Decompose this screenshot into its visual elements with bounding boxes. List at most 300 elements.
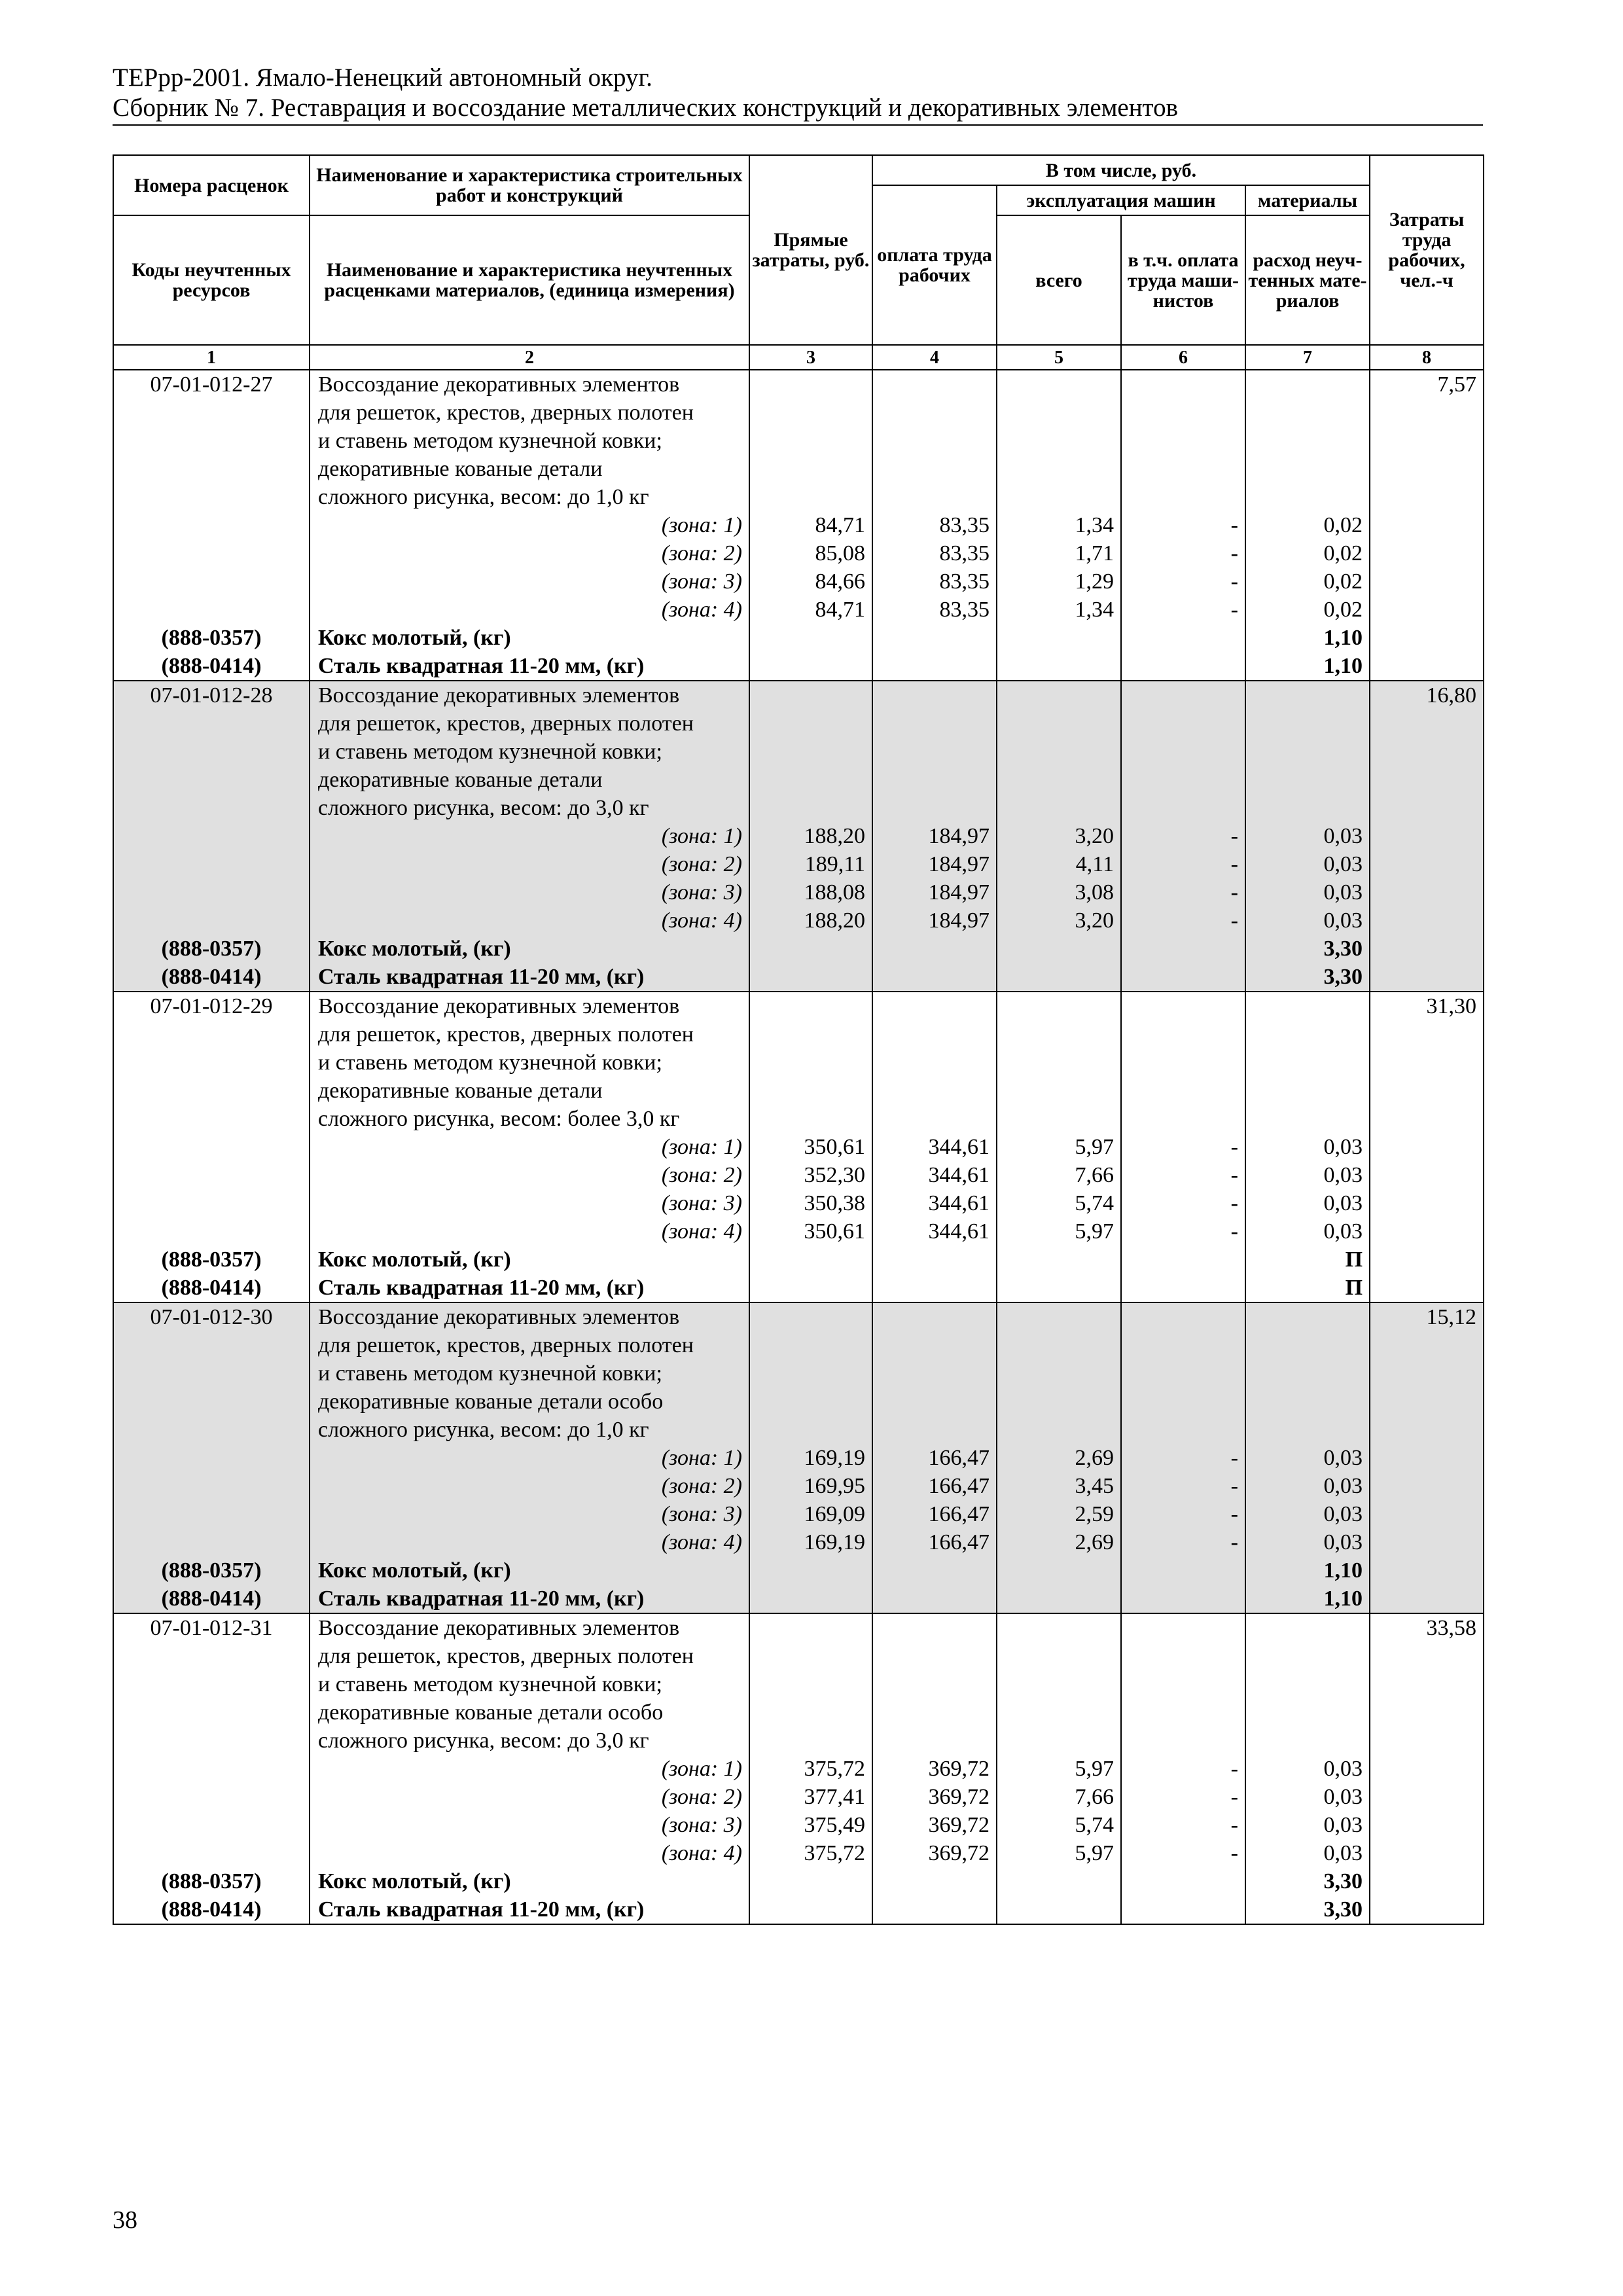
rates-table (113, 154, 1484, 1925)
zone-label: (зона: 4) (310, 1217, 749, 1246)
empty-cell (872, 1556, 997, 1585)
empty-cell (997, 1585, 1121, 1613)
empty-cell (749, 992, 872, 1020)
materials-value: 0,03 (1245, 1189, 1370, 1217)
empty-cell (997, 1302, 1121, 1331)
resource-row (113, 963, 1484, 992)
empty-cell (997, 1416, 1121, 1444)
work-description-line: декоративные кованые детали (310, 455, 749, 483)
empty-cell (749, 1642, 872, 1670)
header-rate-numbers: Номера расценок (113, 155, 310, 215)
empty-cell (1121, 455, 1245, 483)
resource-row (113, 1895, 1484, 1924)
empty-cell (749, 1359, 872, 1388)
labor-pay-value: 166,47 (872, 1444, 997, 1472)
empty-cell (997, 1670, 1121, 1698)
description-row (113, 1727, 1484, 1755)
empty-cell (1121, 766, 1245, 794)
empty-cell (113, 1217, 310, 1246)
resource-code: (888-0357) (113, 624, 310, 652)
empty-cell (113, 596, 310, 624)
empty-cell (113, 1755, 310, 1783)
empty-cell (1121, 1274, 1245, 1302)
labor-costs (1370, 455, 1484, 483)
page-number: 38 (113, 2206, 137, 2234)
empty-cell (1121, 1727, 1245, 1755)
empty-cell (113, 1528, 310, 1556)
empty-cell (1121, 1416, 1245, 1444)
empty-cell (872, 1020, 997, 1049)
description-row (113, 1020, 1484, 1049)
header-unaccounted-materials: расход неуч-тенных мате-риалов (1245, 215, 1370, 345)
zone-label: (зона: 2) (310, 1783, 749, 1811)
work-description-line: сложного рисунка, весом: до 1,0 кг (310, 1416, 749, 1444)
empty-cell (872, 1416, 997, 1444)
empty-cell (1245, 1105, 1370, 1133)
rate-code (113, 399, 310, 427)
empty-cell (1370, 1217, 1484, 1246)
machinists-pay-value: - (1121, 878, 1245, 906)
machines-total-value: 7,66 (997, 1161, 1121, 1189)
description-row (113, 1416, 1484, 1444)
rate-code (113, 738, 310, 766)
description-row (113, 1670, 1484, 1698)
empty-cell (113, 1811, 310, 1839)
empty-cell (749, 1613, 872, 1642)
column-number: 7 (1245, 345, 1370, 370)
zone-label: (зона: 2) (310, 1472, 749, 1500)
materials-value: 0,02 (1245, 511, 1370, 539)
empty-cell (1370, 906, 1484, 935)
column-number: 2 (310, 345, 749, 370)
machines-total-value: 1,29 (997, 567, 1121, 596)
empty-cell (1370, 1585, 1484, 1613)
labor-costs (1370, 1670, 1484, 1698)
rate-code (113, 1077, 310, 1105)
empty-cell (749, 427, 872, 455)
zone-row (113, 1161, 1484, 1189)
labor-pay-value: 166,47 (872, 1472, 997, 1500)
rate-code (113, 1670, 310, 1698)
labor-pay-value: 184,97 (872, 878, 997, 906)
work-description-line: для решеток, крестов, дверных полотен (310, 1642, 749, 1670)
header-resource-codes: Коды неучтенных ресурсов (113, 215, 310, 345)
rate-code (113, 1105, 310, 1133)
materials-value: 0,03 (1245, 1755, 1370, 1783)
empty-cell (1370, 878, 1484, 906)
empty-cell (997, 935, 1121, 963)
work-description-line: сложного рисунка, весом: более 3,0 кг (310, 1105, 749, 1133)
empty-cell (749, 963, 872, 992)
zone-row (113, 1500, 1484, 1528)
labor-costs (1370, 427, 1484, 455)
resource-code: (888-0414) (113, 963, 310, 992)
empty-cell (1121, 1105, 1245, 1133)
labor-pay-value: 369,72 (872, 1755, 997, 1783)
rate-code: 07-01-012-27 (113, 370, 310, 399)
zone-row (113, 1839, 1484, 1867)
column-number: 1 (113, 345, 310, 370)
labor-pay-value: 369,72 (872, 1839, 997, 1867)
labor-costs (1370, 1359, 1484, 1388)
labor-pay-value: 166,47 (872, 1528, 997, 1556)
labor-costs (1370, 1077, 1484, 1105)
empty-cell (872, 1105, 997, 1133)
description-row (113, 1302, 1484, 1331)
direct-costs-value: 350,61 (749, 1133, 872, 1161)
empty-cell (749, 1105, 872, 1133)
zone-label: (зона: 3) (310, 567, 749, 596)
empty-cell (749, 1727, 872, 1755)
empty-cell (1370, 1839, 1484, 1867)
direct-costs-value: 352,30 (749, 1161, 872, 1189)
direct-costs-value: 188,20 (749, 906, 872, 935)
direct-costs-value: 375,72 (749, 1839, 872, 1867)
labor-costs (1370, 1698, 1484, 1727)
work-description-line: сложного рисунка, весом: до 3,0 кг (310, 1727, 749, 1755)
labor-costs (1370, 1642, 1484, 1670)
empty-cell (872, 992, 997, 1020)
empty-cell (1121, 992, 1245, 1020)
rate-entry (113, 992, 1484, 1302)
empty-cell (1370, 596, 1484, 624)
empty-cell (1370, 1274, 1484, 1302)
rate-code (113, 1388, 310, 1416)
empty-cell (997, 1698, 1121, 1727)
empty-cell (1121, 1077, 1245, 1105)
empty-cell (1121, 963, 1245, 992)
zone-row (113, 511, 1484, 539)
resource-row (113, 935, 1484, 963)
empty-cell (872, 399, 997, 427)
empty-cell (1245, 1077, 1370, 1105)
machines-total-value: 2,69 (997, 1528, 1121, 1556)
direct-costs-value: 350,38 (749, 1189, 872, 1217)
empty-cell (749, 1077, 872, 1105)
empty-cell (1370, 539, 1484, 567)
header-line-2: Сборник № 7. Реставрация и воссоздание металлических конструкций и декоративных элементов (113, 94, 1179, 122)
empty-cell (1245, 1613, 1370, 1642)
empty-cell (1370, 1811, 1484, 1839)
empty-cell (872, 1359, 997, 1388)
materials-value: 0,03 (1245, 1161, 1370, 1189)
empty-cell (749, 1698, 872, 1727)
empty-cell (872, 652, 997, 681)
empty-cell (872, 483, 997, 511)
zone-label: (зона: 4) (310, 906, 749, 935)
empty-cell (1121, 1670, 1245, 1698)
direct-costs-value: 169,19 (749, 1528, 872, 1556)
resource-quantity: 3,30 (1245, 1895, 1370, 1924)
description-row (113, 681, 1484, 709)
empty-cell (997, 738, 1121, 766)
direct-costs-value: 375,49 (749, 1811, 872, 1839)
empty-cell (749, 455, 872, 483)
zone-row (113, 1755, 1484, 1783)
rate-code (113, 427, 310, 455)
materials-value: 0,03 (1245, 1811, 1370, 1839)
rate-code (113, 1020, 310, 1049)
empty-cell (749, 652, 872, 681)
empty-cell (997, 1727, 1121, 1755)
work-description-line: декоративные кованые детали особо (310, 1388, 749, 1416)
empty-cell (749, 1670, 872, 1698)
resource-row (113, 1867, 1484, 1895)
zone-label: (зона: 1) (310, 1133, 749, 1161)
zone-row (113, 878, 1484, 906)
empty-cell (749, 1331, 872, 1359)
empty-cell (997, 1613, 1121, 1642)
machinists-pay-value: - (1121, 1500, 1245, 1528)
description-row (113, 794, 1484, 822)
empty-cell (1245, 483, 1370, 511)
labor-pay-value: 166,47 (872, 1500, 997, 1528)
empty-cell (749, 1416, 872, 1444)
zone-row (113, 1217, 1484, 1246)
resource-row (113, 1274, 1484, 1302)
empty-cell (1121, 1698, 1245, 1727)
zone-label: (зона: 1) (310, 1444, 749, 1472)
empty-cell (997, 624, 1121, 652)
rate-code (113, 1642, 310, 1670)
machinists-pay-value: - (1121, 1189, 1245, 1217)
work-description-line: Воссоздание декоративных элементов (310, 992, 749, 1020)
empty-cell (997, 963, 1121, 992)
empty-cell (1121, 1867, 1245, 1895)
labor-pay-value: 83,35 (872, 596, 997, 624)
empty-cell (1370, 1783, 1484, 1811)
empty-cell (997, 766, 1121, 794)
resource-quantity: 1,10 (1245, 1585, 1370, 1613)
labor-pay-value: 184,97 (872, 850, 997, 878)
empty-cell (872, 370, 997, 399)
resource-code: (888-0414) (113, 1274, 310, 1302)
machines-total-value: 5,74 (997, 1811, 1121, 1839)
resource-row (113, 1585, 1484, 1613)
empty-cell (1245, 992, 1370, 1020)
empty-cell (113, 1472, 310, 1500)
direct-costs-value: 188,08 (749, 878, 872, 906)
resource-code: (888-0357) (113, 1556, 310, 1585)
zone-row (113, 1528, 1484, 1556)
machinists-pay-value: - (1121, 1755, 1245, 1783)
empty-cell (113, 1500, 310, 1528)
labor-costs: 15,12 (1370, 1302, 1484, 1331)
materials-value: 0,03 (1245, 1839, 1370, 1867)
header-labor-pay: оплата труда рабочих (872, 185, 997, 345)
machines-total-value: 4,11 (997, 850, 1121, 878)
empty-cell (1245, 1670, 1370, 1698)
labor-pay-value: 344,61 (872, 1161, 997, 1189)
table-header (113, 155, 1484, 370)
empty-cell (872, 1246, 997, 1274)
direct-costs-value: 84,71 (749, 511, 872, 539)
zone-row (113, 822, 1484, 850)
empty-cell (1121, 427, 1245, 455)
rate-code (113, 709, 310, 738)
empty-cell (113, 878, 310, 906)
machinists-pay-value: - (1121, 1811, 1245, 1839)
empty-cell (1370, 1895, 1484, 1924)
empty-cell (1245, 681, 1370, 709)
empty-cell (997, 681, 1121, 709)
rate-entry (113, 370, 1484, 681)
labor-pay-value: 83,35 (872, 567, 997, 596)
resource-name: Кокс молотый, (кг) (310, 1556, 749, 1585)
empty-cell (1121, 1642, 1245, 1670)
machines-total-value: 3,08 (997, 878, 1121, 906)
machines-total-value: 2,59 (997, 1500, 1121, 1528)
materials-value: 0,03 (1245, 1472, 1370, 1500)
description-row (113, 1388, 1484, 1416)
empty-cell (997, 1331, 1121, 1359)
header-direct-costs: Прямые затраты, руб. (749, 155, 872, 345)
machines-total-value: 1,34 (997, 596, 1121, 624)
rate-code (113, 1049, 310, 1077)
empty-cell (872, 1670, 997, 1698)
empty-cell (1121, 1302, 1245, 1331)
empty-cell (749, 1585, 872, 1613)
work-description-line: сложного рисунка, весом: до 1,0 кг (310, 483, 749, 511)
labor-costs (1370, 1727, 1484, 1755)
empty-cell (872, 963, 997, 992)
machinists-pay-value: - (1121, 1528, 1245, 1556)
empty-cell (749, 766, 872, 794)
zone-row (113, 906, 1484, 935)
zone-label: (зона: 3) (310, 878, 749, 906)
labor-pay-value: 184,97 (872, 906, 997, 935)
empty-cell (872, 1585, 997, 1613)
zone-label: (зона: 4) (310, 1839, 749, 1867)
empty-cell (1121, 399, 1245, 427)
rate-code (113, 766, 310, 794)
machines-total-value: 5,97 (997, 1839, 1121, 1867)
empty-cell (872, 794, 997, 822)
empty-cell (997, 1895, 1121, 1924)
header-machinists-pay: в т.ч. оплата труда маши-нистов (1121, 215, 1245, 345)
empty-cell (1370, 1246, 1484, 1274)
zone-row (113, 1811, 1484, 1839)
empty-cell (113, 511, 310, 539)
empty-cell (1370, 1556, 1484, 1585)
labor-costs (1370, 1020, 1484, 1049)
machines-total-value: 3,20 (997, 822, 1121, 850)
machinists-pay-value: - (1121, 1133, 1245, 1161)
work-description-line: и ставень методом кузнечной ковки; (310, 1359, 749, 1388)
zone-row (113, 539, 1484, 567)
description-row (113, 1077, 1484, 1105)
machinists-pay-value: - (1121, 539, 1245, 567)
column-number: 4 (872, 345, 997, 370)
empty-cell (997, 455, 1121, 483)
labor-costs: 33,58 (1370, 1613, 1484, 1642)
empty-cell (872, 681, 997, 709)
machinists-pay-value: - (1121, 822, 1245, 850)
empty-cell (997, 1359, 1121, 1388)
empty-cell (1245, 1642, 1370, 1670)
work-description-line: Воссоздание декоративных элементов (310, 681, 749, 709)
empty-cell (749, 1246, 872, 1274)
rate-code: 07-01-012-31 (113, 1613, 310, 1642)
resource-name: Кокс молотый, (кг) (310, 1867, 749, 1895)
machinists-pay-value: - (1121, 850, 1245, 878)
materials-value: 0,03 (1245, 1500, 1370, 1528)
empty-cell (1121, 624, 1245, 652)
machinists-pay-value: - (1121, 596, 1245, 624)
zone-row (113, 1133, 1484, 1161)
resource-name: Кокс молотый, (кг) (310, 935, 749, 963)
empty-cell (997, 1246, 1121, 1274)
labor-pay-value: 344,61 (872, 1133, 997, 1161)
rate-code (113, 1727, 310, 1755)
empty-cell (1121, 681, 1245, 709)
resource-code: (888-0357) (113, 935, 310, 963)
empty-cell (997, 1642, 1121, 1670)
empty-cell (1121, 935, 1245, 963)
machinists-pay-value: - (1121, 567, 1245, 596)
direct-costs-value: 84,71 (749, 596, 872, 624)
empty-cell (872, 1867, 997, 1895)
empty-cell (872, 1895, 997, 1924)
empty-cell (997, 1274, 1121, 1302)
header-machines: эксплуатация машин (997, 185, 1245, 215)
page-header (113, 63, 1483, 126)
empty-cell (997, 1077, 1121, 1105)
empty-cell (872, 1302, 997, 1331)
resource-quantity: П (1245, 1274, 1370, 1302)
empty-cell (997, 1049, 1121, 1077)
resource-quantity: 1,10 (1245, 624, 1370, 652)
work-description-line: для решеток, крестов, дверных полотен (310, 399, 749, 427)
empty-cell (997, 794, 1121, 822)
empty-cell (749, 370, 872, 399)
empty-cell (749, 738, 872, 766)
direct-costs-value: 189,11 (749, 850, 872, 878)
header-rule (113, 124, 1483, 126)
description-row (113, 709, 1484, 738)
direct-costs-value: 169,09 (749, 1500, 872, 1528)
empty-cell (1121, 483, 1245, 511)
empty-cell (1121, 1246, 1245, 1274)
machines-total-value: 5,97 (997, 1133, 1121, 1161)
empty-cell (1245, 1331, 1370, 1359)
zone-label: (зона: 2) (310, 539, 749, 567)
description-row (113, 1698, 1484, 1727)
zone-label: (зона: 1) (310, 822, 749, 850)
zone-label: (зона: 2) (310, 850, 749, 878)
labor-costs (1370, 709, 1484, 738)
machinists-pay-value: - (1121, 906, 1245, 935)
labor-costs (1370, 1331, 1484, 1359)
materials-value: 0,03 (1245, 1133, 1370, 1161)
empty-cell (749, 1556, 872, 1585)
zone-label: (зона: 1) (310, 1755, 749, 1783)
labor-costs (1370, 399, 1484, 427)
zone-row (113, 1189, 1484, 1217)
rate-code (113, 1359, 310, 1388)
description-row (113, 455, 1484, 483)
resource-code: (888-0357) (113, 1867, 310, 1895)
empty-cell (113, 850, 310, 878)
zone-row (113, 1472, 1484, 1500)
work-description-line: и ставень методом кузнечной ковки; (310, 1670, 749, 1698)
labor-costs: 16,80 (1370, 681, 1484, 709)
empty-cell (997, 709, 1121, 738)
empty-cell (1370, 1444, 1484, 1472)
resource-row (113, 652, 1484, 681)
description-row (113, 1642, 1484, 1670)
resource-row (113, 1556, 1484, 1585)
